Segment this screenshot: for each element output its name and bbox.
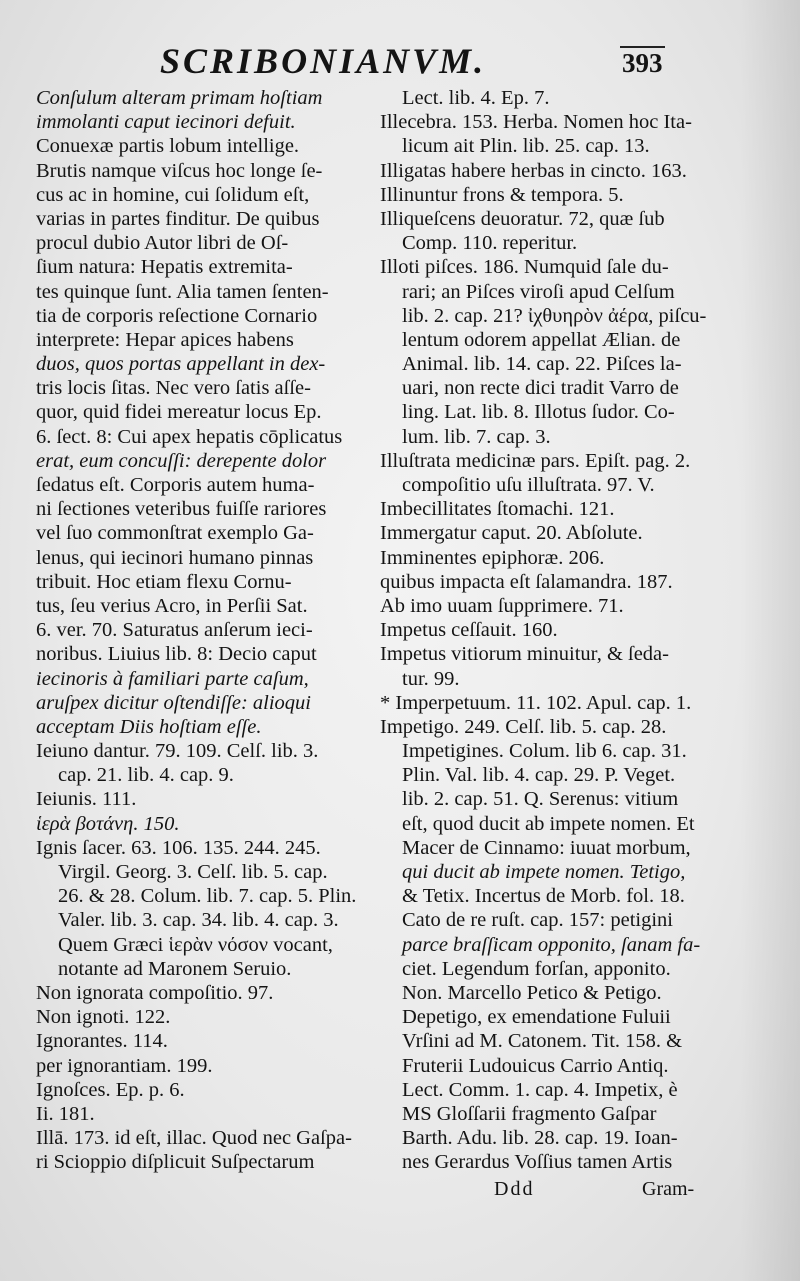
index-line: Comp. 110. reperitur. xyxy=(402,232,578,255)
index-line: duos, quos portas appellant in dex- xyxy=(36,353,326,376)
index-line: uari, non recte dici tradit Varro de xyxy=(402,377,679,400)
right-column xyxy=(380,86,735,1174)
index-line: Virgil. Georg. 3. Celſ. lib. 5. cap. xyxy=(58,861,328,883)
index-line: * Imperpetuum. 11. 102. Apul. cap. 1. xyxy=(380,691,692,714)
index-line: notante ad Maronem Seruio. xyxy=(58,957,292,980)
index-line: noribus. Liuius lib. 8: Decio caput xyxy=(36,643,317,666)
index-line: Illuſtrata medicinæ pars. Epiſt. pag. 2. xyxy=(380,449,691,472)
index-line: lum. lib. 7. cap. 3. xyxy=(402,425,551,448)
index-line: Ieiunis. 111. xyxy=(36,788,137,811)
index-line: aruſpex dicitur oſtendiſſe: alioqui xyxy=(36,691,311,714)
index-line: Cato de re ruſt. cap. 157: petigini xyxy=(402,909,673,932)
index-line: lenus, qui iecinori humano pinnas xyxy=(36,546,314,569)
index-line: ni ſectiones veteribus fuiſſe rariores xyxy=(36,498,327,521)
index-line: Non. Marcello Petico & Petigo. xyxy=(402,981,662,1004)
index-line: Valer. lib. 3. cap. 34. lib. 4. cap. 3. xyxy=(58,909,339,932)
index-line: 6. ſect. 8: Cui apex hepatis cōplicatus xyxy=(36,425,343,448)
index-line: Animal. lib. 14. cap. 22. Piſces la- xyxy=(402,353,682,376)
index-line: Brutis namque viſcus hoc longe ſe- xyxy=(36,159,323,182)
index-line: Macer de Cinnamo: iuuat morbum, xyxy=(402,836,691,859)
index-line: quor, quid fidei mereatur locus Ep. xyxy=(36,401,322,424)
index-line: Illiqueſcens deuoratur. 72, quæ ſub xyxy=(380,207,665,230)
index-line: parce braſſicam opponito, ſanam fa- xyxy=(402,933,701,956)
index-line: rari; an Piſces viroſi apud Celſum xyxy=(402,280,675,303)
index-line: Ignorantes. 114. xyxy=(36,1030,168,1053)
index-line: Illecebra. 153. Herba. Nomen hoc Ita- xyxy=(380,111,692,134)
left-column xyxy=(36,86,374,1174)
index-line: ἱερὰ βοτάνη. 150. xyxy=(36,812,180,835)
index-line: tris locis ſitas. Nec vero ſatis aſſe- xyxy=(36,377,311,400)
index-line: tus, ſeu verius Acro, in Perſii Sat. xyxy=(36,594,308,617)
index-line: Conſulum alteram primam hoſtiam xyxy=(36,87,323,109)
index-line: Illā. 173. id eſt, illac. Quod nec Gaſpa- xyxy=(36,1127,352,1150)
index-line: tes quinque ſunt. Alia tamen ſenten- xyxy=(36,280,329,303)
index-line: licum ait Plin. lib. 25. cap. 13. xyxy=(402,135,650,158)
index-line: lib. 2. cap. 21? ἰχθυηρὸν ἀέρα, piſcu- xyxy=(402,304,707,327)
page-gutter-shadow xyxy=(740,0,800,1281)
signature-mark: Ddd xyxy=(494,1178,535,1200)
index-line: MS Gloſſarii fragmento Gaſpar xyxy=(402,1102,657,1125)
index-line: Ii. 181. xyxy=(36,1102,95,1125)
index-line: ling. Lat. lib. 8. Illotus ſudor. Co- xyxy=(402,401,675,424)
index-line: interprete: Hepar apices habens xyxy=(36,328,294,351)
index-line: ſedatus eſt. Corporis autem huma- xyxy=(36,474,315,496)
index-line: Ignis ſacer. 63. 106. 135. 244. 245. xyxy=(36,836,321,859)
index-line: compoſitio uſu illuſtrata. 97. V. xyxy=(402,474,655,496)
index-line: eſt, quod ducit ab impete nomen. Et xyxy=(402,812,695,835)
index-line: iecinoris à familiari parte caſum, xyxy=(36,667,309,690)
index-line: Conuexæ partis lobum intellige. xyxy=(36,135,300,158)
index-line: Ieiuno dantur. 79. 109. Celſ. lib. 3. xyxy=(36,740,319,763)
index-line: Lect. Comm. 1. cap. 4. Impetix, è xyxy=(402,1078,678,1101)
index-line: tur. 99. xyxy=(402,667,460,690)
index-line: Immergatur caput. 20. Abſolute. xyxy=(380,522,643,545)
index-line: Illoti piſces. 186. Numquid ſale du- xyxy=(380,256,669,279)
page-footer xyxy=(0,1178,800,1208)
index-line: Illigatas habere herbas in cincto. 163. xyxy=(380,159,687,182)
index-line: Plin. Val. lib. 4. cap. 29. P. Veget. xyxy=(402,764,676,787)
index-line: procul dubio Autor libri de Oſ- xyxy=(36,232,289,255)
index-line: Ignoſces. Ep. p. 6. xyxy=(36,1078,185,1101)
index-line: varias in partes finditur. De quibus xyxy=(36,207,320,230)
index-line: lentum odorem appellat Ælian. de xyxy=(402,328,681,351)
index-line: cap. 21. lib. 4. cap. 9. xyxy=(58,764,234,787)
index-line: Imminentes epiphoræ. 206. xyxy=(380,546,605,569)
running-title: SCRIBONIANVM. xyxy=(160,41,487,81)
index-line: vel ſuo commonſtrat exemplo Ga- xyxy=(36,522,314,545)
index-line: erat, eum concuſſi: derepente dolor xyxy=(36,449,327,472)
index-line: per ignorantiam. 199. xyxy=(36,1054,213,1077)
index-line: ciet. Legendum forſan, apponito. xyxy=(402,957,671,980)
catchword: Gram- xyxy=(642,1178,695,1200)
index-line: Fruterii Ludouicus Carrio Antiq. xyxy=(402,1054,669,1077)
index-line: quibus impacta eſt ſalamandra. 187. xyxy=(380,570,673,593)
index-line: Non ignoti. 122. xyxy=(36,1006,171,1029)
index-line: acceptam Diis hoſtiam eſſe. xyxy=(36,715,262,738)
index-line: ſium natura: Hepatis extremita- xyxy=(36,256,293,279)
index-line: immolanti caput iecinori defuit. xyxy=(36,111,296,134)
index-line: Lect. lib. 4. Ep. 7. xyxy=(402,87,550,109)
index-line: tribuit. Hoc etiam flexu Cornu- xyxy=(36,570,292,593)
index-line: tia de corporis reſectione Cornario xyxy=(36,304,318,327)
index-line: cus ac in homine, cui ſolidum eſt, xyxy=(36,183,310,206)
index-line: Impetigines. Colum. lib 6. cap. 31. xyxy=(402,740,687,763)
index-line: 26. & 28. Colum. lib. 7. cap. 5. Plin. xyxy=(58,885,357,908)
index-line: 6. ver. 70. Saturatus anſerum ieci- xyxy=(36,619,313,642)
page-header xyxy=(0,40,800,82)
page-number: 393 xyxy=(622,48,663,78)
index-line: Non ignorata compoſitio. 97. xyxy=(36,981,274,1004)
index-line: Ab imo uuam ſupprimere. 71. xyxy=(380,594,624,617)
index-line: qui ducit ab impete nomen. Tetigo, xyxy=(402,861,686,883)
index-line: Impetus ceſſauit. 160. xyxy=(380,619,558,642)
index-line: Impetus vitiorum minuitur, & ſeda- xyxy=(380,643,669,666)
index-line: Vrſini ad M. Catonem. Tit. 158. & xyxy=(402,1030,683,1053)
index-line: Quem Græci ἱερὰν νόσον vocant, xyxy=(58,933,333,956)
index-line: Illinuntur frons & tempora. 5. xyxy=(380,183,624,206)
index-line: Impetigo. 249. Celſ. lib. 5. cap. 28. xyxy=(380,715,667,738)
index-line: & Tetix. Incertus de Morb. fol. 18. xyxy=(402,885,685,908)
index-line: lib. 2. cap. 51. Q. Serenus: vitium xyxy=(402,788,679,811)
index-line: Depetigo, ex emendatione Fuluii xyxy=(402,1006,671,1029)
index-line: ri Scioppio diſplicuit Suſpectarum xyxy=(36,1151,315,1174)
index-line: Barth. Adu. lib. 28. cap. 19. Ioan- xyxy=(402,1127,678,1150)
index-line: Imbecillitates ſtomachi. 121. xyxy=(380,498,615,521)
index-line: nes Gerardus Voſſius tamen Artis xyxy=(402,1151,673,1174)
